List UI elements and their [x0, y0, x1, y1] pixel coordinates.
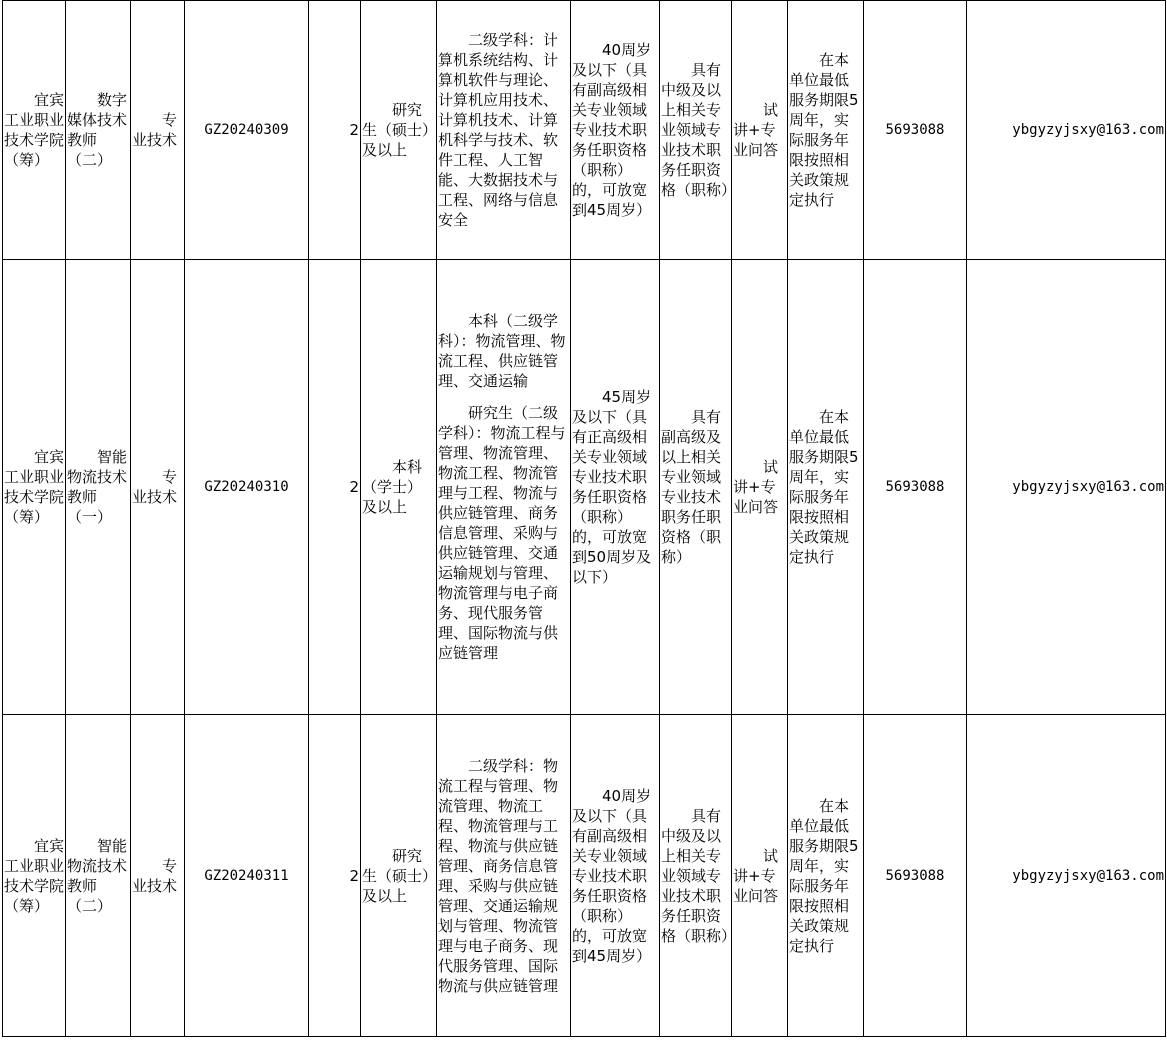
position-cell: 数字媒体技术教师（二） — [66, 1, 131, 260]
major-paragraph: 二级学科：物流工程与管理、物流管理、物流工程、物流管理与工程、物流与供应链管理、商务信息管理、采购与供应链管理、交通运输规划与管理、物流管理与电子商务、现代服务管理、国际物流与供应链管理 — [438, 756, 559, 995]
age-cell: 45周岁及以下（具有正高级相关专业领域专业技术职务任职资格（职称）的，可放宽到50周岁及以下） — [571, 260, 660, 715]
title-cell: 具有副高级及以上相关专业领域专业技术职务任职资格（职称） — [660, 260, 732, 715]
code-cell: GZ20240311 — [185, 715, 309, 1037]
education-cell: 研究生（硕士）及以上 — [361, 715, 437, 1037]
major-cell — [437, 260, 571, 715]
other-cell: 在本单位最低服务期限5周年，实际服务年限按照相关政策规定执行 — [788, 260, 864, 715]
category-cell: 专业技术 — [131, 715, 185, 1037]
paragraph-gap — [438, 391, 569, 403]
table-row — [3, 260, 1166, 715]
title-cell: 具有中级及以上相关专业领域专业技术职务任职资格（职称） — [660, 715, 732, 1037]
major-cell — [437, 715, 571, 1037]
major-paragraph: 研究生（二级学科）：物流工程与管理、物流管理、物流工程、物流管理与工程、物流与供应链管理、商务信息管理、采购与供应链管理、交通运输规划与管理、物流管理与电子商务、现代服务管理、国际物流与供应链管理 — [438, 404, 566, 662]
email-cell: ybgyzyjsxy@163.com — [967, 1, 1166, 260]
count-cell: 2 — [309, 715, 361, 1037]
table-row — [3, 715, 1166, 1037]
major-paragraph: 本科（二级学科）：物流管理、物流工程、供应链管理、交通运输 — [438, 312, 566, 390]
unit-cell: 宜宾工业职业技术学院（筹） — [3, 1, 66, 260]
position-cell: 智能物流技术教师（一） — [66, 260, 131, 715]
category-cell: 专业技术 — [131, 1, 185, 260]
phone-cell: 5693088 — [864, 1, 967, 260]
count-cell: 2 — [309, 1, 361, 260]
code-cell: GZ20240309 — [185, 1, 309, 260]
other-cell: 在本单位最低服务期限5周年，实际服务年限按照相关政策规定执行 — [788, 1, 864, 260]
position-cell: 智能物流技术教师（二） — [66, 715, 131, 1037]
exam-cell: 试讲+专业问答 — [732, 1, 788, 260]
code-cell: GZ20240310 — [185, 260, 309, 715]
phone-cell: 5693088 — [864, 715, 967, 1037]
recruitment-table — [2, 0, 1166, 1037]
exam-cell: 试讲+专业问答 — [732, 715, 788, 1037]
education-cell: 研究生（硕士）及以上 — [361, 1, 437, 260]
title-cell: 具有中级及以上相关专业领域专业技术职务任职资格（职称） — [660, 1, 732, 260]
other-cell: 在本单位最低服务期限5周年，实际服务年限按照相关政策规定执行 — [788, 715, 864, 1037]
unit-cell: 宜宾工业职业技术学院（筹） — [3, 715, 66, 1037]
major-cell — [437, 1, 571, 260]
unit-cell: 宜宾工业职业技术学院（筹） — [3, 260, 66, 715]
table-row — [3, 1, 1166, 260]
count-cell: 2 — [309, 260, 361, 715]
email-cell: ybgyzyjsxy@163.com — [967, 260, 1166, 715]
phone-cell: 5693088 — [864, 260, 967, 715]
email-cell: ybgyzyjsxy@163.com — [967, 715, 1166, 1037]
age-cell: 40周岁及以下（具有副高级相关专业领域专业技术职务任职资格（职称）的，可放宽到45周岁） — [571, 1, 660, 260]
major-paragraph: 二级学科：计算机系统结构、计算机软件与理论、计算机应用技术、计算机技术、计算机科学与技术、软件工程、人工智能、大数据技术与工程、网络与信息安全 — [438, 31, 559, 229]
exam-cell: 试讲+专业问答 — [732, 260, 788, 715]
education-cell: 本科（学士）及以上 — [361, 260, 437, 715]
category-cell: 专业技术 — [131, 260, 185, 715]
age-cell: 40周岁及以下（具有副高级相关专业领域专业技术职务任职资格（职称）的，可放宽到45周岁） — [571, 715, 660, 1037]
